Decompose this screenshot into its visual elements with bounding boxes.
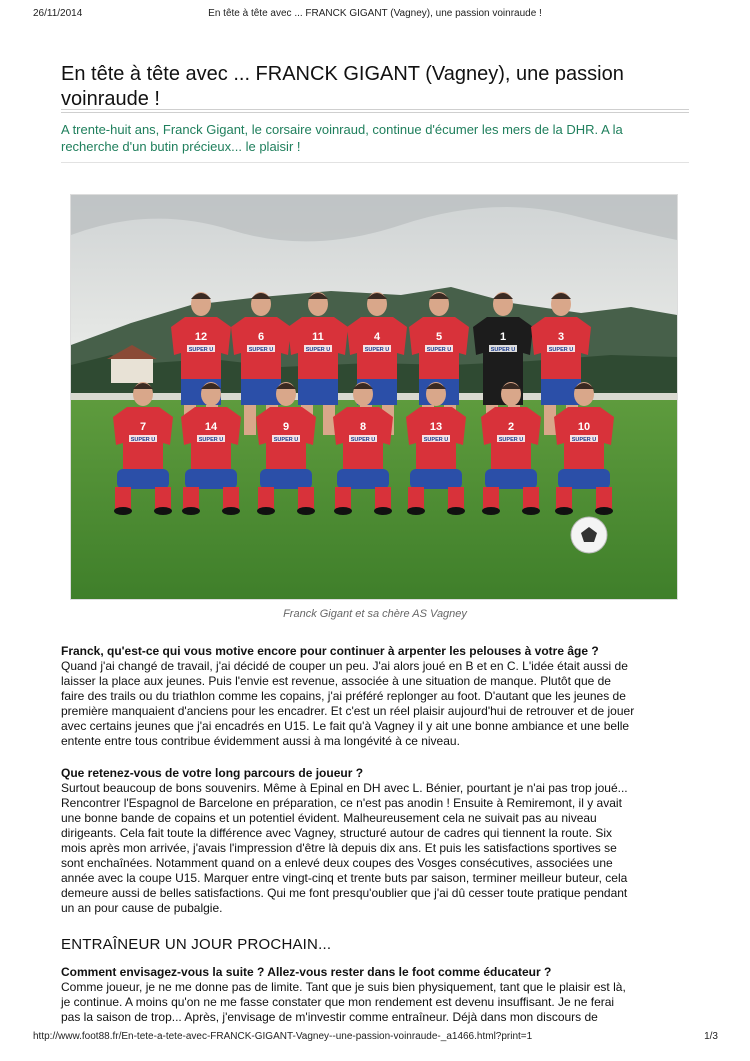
player-boot (407, 507, 425, 515)
player-boot (374, 507, 392, 515)
jersey-sponsor-text: SUPER U (305, 347, 331, 353)
jersey-sponsor-text: SUPER U (490, 347, 516, 353)
jersey-number: 11 (312, 331, 324, 343)
jersey-number: 5 (435, 331, 443, 343)
answer-2-line: sont enchaînées. Notamment quand on a enlevé deux coupes des Vosges consécutives, associées une (61, 856, 613, 870)
jersey-sponsor-text: SUPER U (188, 347, 214, 353)
house (111, 357, 153, 383)
lead-line-2: recherche d'un butin précieux... le plaisir ! (61, 139, 301, 154)
player-shorts (410, 469, 462, 489)
answer-1-line: faire des trails ou du triathlon comme les copains, j'ai préféré replonger au foot. D'autant que les jeunes de (61, 689, 626, 703)
interview-block-1 (61, 644, 689, 749)
player-shorts (241, 379, 281, 405)
jersey-number: 8 (359, 421, 367, 433)
answer-1-line: entente entre tous contribue évidemment aussi à ma longévité à ce niveau. (61, 734, 460, 748)
player-sock (375, 487, 391, 509)
player-shorts (485, 469, 537, 489)
jersey-sponsor-text: SUPER U (130, 437, 156, 443)
player-sock (556, 487, 572, 509)
answer-3-line: Comme joueur, je ne me donne pas de limite. Tant que je suis bien physiquement, tant que le plaisir est là, (61, 980, 626, 994)
jersey-sponsor-text: SUPER U (571, 437, 597, 443)
answer-1-line: première manquaient d'anciens pour les encadrer. Et c'est un réel plaisir aujourd'hui de retrouver et de jouer (61, 704, 635, 718)
answer-3-line: je continue. A moins qu'on ne me fasse constater que mon rendement est devenu insuffisant. Je ne ferai (61, 995, 615, 1009)
answer-2-line: une bonne bande de copains et un potentiel évident. Malheureusement cela ne suivait pas au niveau (61, 811, 597, 825)
player-boot (595, 507, 613, 515)
player-shorts (260, 469, 312, 489)
interview-question-1: Franck, qu'est-ce qui vous motive encore pour continuer à arpenter les pelouses à votre âge ? (61, 644, 599, 658)
answer-2-line: année avec la coupe U15. Marquer entre vingt-cinq et trente buts par saison, terminer meilleur buteur, cela (61, 871, 628, 885)
jersey-sponsor-text: SUPER U (273, 437, 299, 443)
interview-block-2 (61, 766, 689, 916)
player-sock (183, 487, 199, 509)
player-leg (323, 405, 335, 435)
answer-1-line: Quand j'ai changé de travail, j'ai décidé de couper un peu. J'ai alors joué en B et en C. L'idée était aussi de (61, 659, 628, 673)
player-sock (298, 487, 314, 509)
answer-2-line: Surtout beaucoup de bons souvenirs. Même à Epinal en DH avec L. Bénier, pourtant je n'ai pas trop joué... (61, 781, 628, 795)
jersey-number: 13 (429, 421, 443, 433)
interview-question-3: Comment envisagez-vous la suite ? Allez-vous rester dans le foot comme éducateur ? (61, 965, 552, 979)
player-boot (257, 507, 275, 515)
jersey-sponsor-text: SUPER U (198, 437, 224, 443)
answer-3-line: pas la saison de trop... Après, j'envisage de m'investir comme entraîneur. Déjà dans mon discours de (61, 1010, 598, 1024)
answer-2-line: mois après mon arrivée, j'avais l'impression d'être là depuis dix ans. Et puis les satisfactions sportives se (61, 841, 617, 855)
jersey-number: 9 (282, 421, 290, 433)
jersey-number: 3 (557, 331, 565, 343)
lead-line-1: A trente-huit ans, Franck Gigant, le corsaire voinraud, continue d'écumer les mers de la DHR. A la (61, 122, 623, 137)
interview-question-2: Que retenez-vous de votre long parcours de joueur ? (61, 766, 364, 780)
jersey-number: 6 (257, 331, 265, 343)
print-url: http://www.foot88.fr/En-tete-a-tete-avec-FRANCK-GIGANT-Vagney--une-passion-voinraude-_a1466.html?print=1 (33, 1031, 533, 1042)
jersey-number: 1 (499, 331, 507, 343)
player-boot (154, 507, 172, 515)
player-boot (222, 507, 240, 515)
player-sock (335, 487, 351, 509)
jersey-number: 2 (507, 421, 515, 433)
photo-caption: Franck Gigant et sa chère AS Vagney (283, 608, 467, 620)
jersey-sponsor-text: SUPER U (423, 437, 449, 443)
player-boot (114, 507, 132, 515)
team-photo (71, 195, 677, 599)
print-date: 26/11/2014 (33, 8, 83, 19)
jersey-sponsor-text: SUPER U (498, 437, 524, 443)
article-lead (61, 121, 689, 155)
player-boot (182, 507, 200, 515)
player-sock (448, 487, 464, 509)
player-shorts (558, 469, 610, 489)
player-boot (522, 507, 540, 515)
jersey-number: 4 (373, 331, 381, 343)
player-sock (408, 487, 424, 509)
interview-block-3 (61, 965, 689, 1025)
player-sock (115, 487, 131, 509)
jersey-sponsor-text: SUPER U (248, 347, 274, 353)
player-sock (258, 487, 274, 509)
answer-2-line: dirigeants. Cela fait toute la différence avec Vagney, structuré autour de cadres qui tiennent la route. Six (61, 826, 612, 840)
article-headline (61, 62, 689, 112)
player-boot (447, 507, 465, 515)
jersey-number: 14 (204, 421, 218, 433)
player-shorts (185, 469, 237, 489)
print-page-title: En tête à tête avec ... FRANCK GIGANT (Vagney), une passion voinraude ! (208, 8, 542, 19)
headline-line-1: En tête à tête avec ... FRANCK GIGANT (Vagney), une passion (61, 63, 624, 85)
interview-answer-1 (61, 659, 689, 749)
player-sock (483, 487, 499, 509)
player-leg (244, 405, 256, 435)
player-boot (555, 507, 573, 515)
jersey-sponsor-text: SUPER U (350, 437, 376, 443)
player-sock (523, 487, 539, 509)
headline-line-2: voinraude ! (61, 88, 160, 110)
jersey-number: 7 (139, 421, 147, 433)
section-heading: ENTRAÎNEUR UN JOUR PROCHAIN... (61, 936, 332, 953)
answer-1-line: laisser la place aux jeunes. Puis l'envie est revenue, associée à une situation de manque. Plutôt que de (61, 674, 611, 688)
answer-2-line: un an pour cause de pubalgie. (61, 901, 223, 915)
player-shorts (337, 469, 389, 489)
answer-1-line: avec certains jeunes que j'ai encadrés en U15. Le fait qu'à Vagney il y ait une bonne ambiance et une belle (61, 719, 630, 733)
jersey-sponsor-text: SUPER U (364, 347, 390, 353)
player-boot (334, 507, 352, 515)
lead-divider (61, 162, 689, 163)
player-leg (544, 405, 556, 435)
player-shorts (117, 469, 169, 489)
player-sock (223, 487, 239, 509)
print-header (0, 8, 750, 22)
player-shorts (298, 379, 338, 405)
interview-answer-2 (61, 781, 689, 916)
jersey-number: 12 (194, 331, 208, 343)
jersey-sponsor-text: SUPER U (548, 347, 574, 353)
jersey-sponsor-text: SUPER U (426, 347, 452, 353)
answer-2-line: demeure aussi de belles satisfactions. Qui me font presqu'oublier que j'ai dû cesser toute pratique pendant (61, 886, 628, 900)
player-sock (155, 487, 171, 509)
jersey-number: 10 (577, 421, 591, 433)
headline-divider (61, 109, 689, 113)
team-photo-illustration (71, 195, 677, 599)
answer-2-line: Rencontrer l'Espagnol de Barcelone en préparation, ce n'est pas anodin ! Ensuite à Remiremont, il y avait (61, 796, 622, 810)
page-number: 1/3 (704, 1031, 718, 1042)
player-sock (596, 487, 612, 509)
player-boot (482, 507, 500, 515)
interview-answer-3 (61, 980, 689, 1025)
player-boot (297, 507, 315, 515)
print-footer (0, 1031, 750, 1045)
